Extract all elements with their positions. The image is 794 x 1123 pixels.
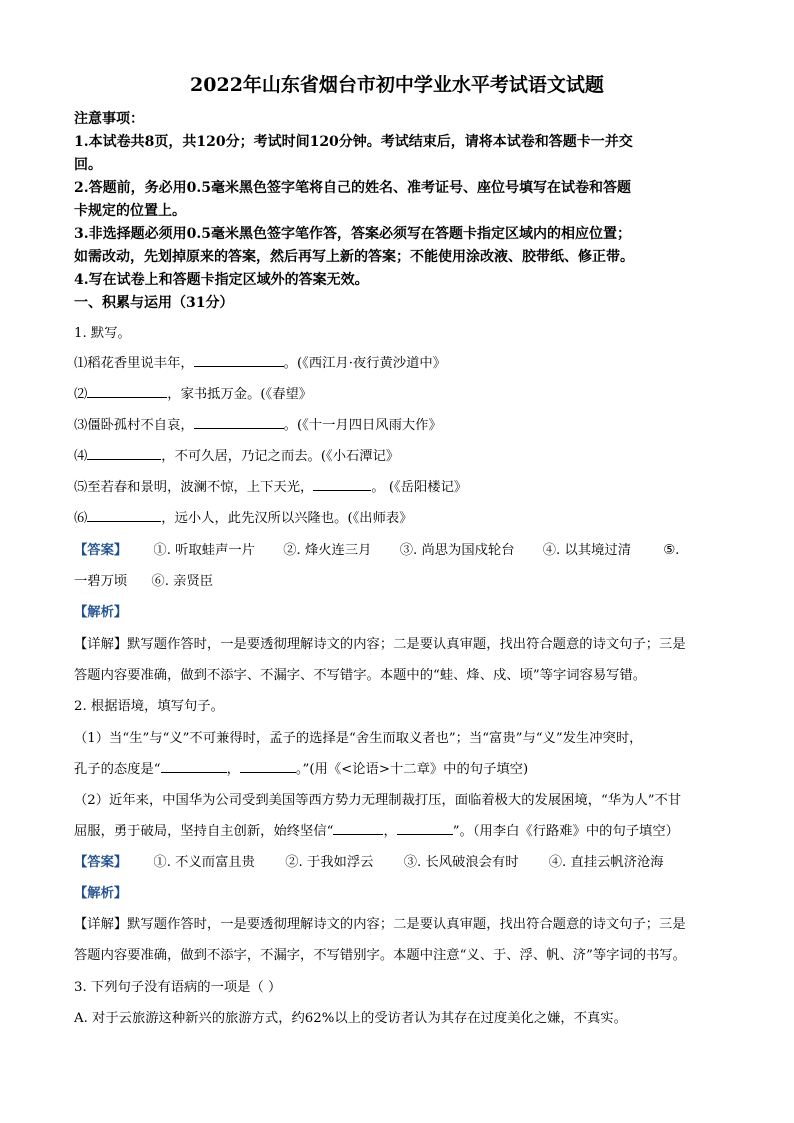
notice-line: 2.答题前，务必用0.5毫米黑色签字笔将自己的姓名、准考证号、座位号填写在试卷和答题 (74, 180, 631, 196)
q2-part2-line1: （2）近年来，中国华为公司受到美国等西方势力无理制裁打压，面临着极大的发展困境，“华为人”不甘 (74, 793, 682, 808)
q2-answer-line (74, 851, 664, 870)
notice-heading: 注意事项： (74, 111, 144, 127)
q2-detail: 答题内容要准确，做到不添字，不漏字，不写错别字。本题中注意“义、于、浮、帆、济”等字词的书写。 (74, 948, 686, 963)
item-source: ，远小人，此先汉所以兴隆也。(《出师表》 (161, 511, 413, 526)
answer-blank (397, 821, 453, 835)
item-source: 。”(用《<论语>十二章》中的句子填空) (295, 762, 529, 777)
answer-label: 【答案】 (74, 543, 128, 558)
notice-line: 1.本试卷共8页，共120分；考试时间120分钟。考试结束后，请将本试卷和答题卡一并交 (74, 134, 633, 150)
answer-item: ③. 尚思为国戍轮台 (399, 543, 515, 558)
item-text: 至若春和景明，波澜不惊，上下天光， (87, 480, 314, 495)
notice-line: 3.非选择题必须用0.5毫米黑色签字笔作答，答案必须写在答题卡指定区域内的相应位置； (74, 226, 631, 242)
q1-answer-line (74, 539, 679, 558)
answer-item: ②. 烽火连三月 (283, 543, 372, 558)
answer-label: 【答案】 (74, 855, 128, 870)
item-text: 稻花香里说丰年， (87, 356, 194, 371)
item-source: ，家书抵万金。(《春望》 (167, 387, 313, 402)
notice-line: 卡规定的位置上。 (74, 203, 186, 219)
answer-item: ③. 长风破浪会有时 (403, 855, 519, 870)
item-number: ⑵ (74, 387, 88, 402)
answer-item: 一碧万顷 (74, 574, 128, 589)
item-text: 屈服，勇于破局，坚持自主创新，始终坚信“ (74, 824, 334, 839)
item-source: 。 (《岳阳楼记》 (371, 480, 468, 495)
q1-item-1 (74, 352, 446, 371)
item-source: ”。（用李白《行路难》中的句子填空） (452, 824, 679, 839)
answer-item: ④. 直挂云帆济沧海 (548, 855, 664, 870)
question-3-stem: 3. 下列句子没有语病的一项是（ ） (74, 980, 282, 995)
question-2-stem: 2. 根据语境，填写句子。 (74, 699, 224, 714)
question-1-stem: 1. 默写。 (74, 326, 131, 341)
page-title: 2022年山东省烟台市初中学业水平考试语文试题 (190, 74, 604, 96)
answer-item: ⑥. 亲贤臣 (151, 574, 214, 589)
answer-blank (87, 508, 161, 522)
notice-line: 4.写在试卷上和答题卡指定区域外的答案无效。 (74, 272, 369, 288)
notice-line: 如需改动，先划掉原来的答案，然后再写上新的答案；不能使用涂改液、胶带纸、修正带。 (74, 249, 634, 265)
q3-option-a: A. 对于云旅游这种新兴的旅游方式，约62%以上的受访者认为其存在过度美化之嫌，不真实。 (74, 1011, 627, 1026)
section-heading: 一、积累与运用（31分） (74, 295, 234, 311)
q1-item-6 (74, 507, 412, 526)
item-text: ， (383, 824, 397, 839)
item-number: ⑶ (74, 418, 88, 433)
notice-line: 回。 (74, 157, 102, 173)
answer-item: ④. 以其境过清 (542, 543, 632, 558)
item-number: ⑴ (74, 356, 88, 371)
q2-part1-line1: （1）当“生”与“义”不可兼得时，孟子的选择是“舍生而取义者也”；当“富贵”与“义”发生冲突时， (74, 731, 643, 746)
q2-detail: 【详解】默写题作答时，一是要透彻理解诗文的内容；二是要认真审题，找出符合题意的诗文句子；三是 (74, 917, 686, 932)
item-number: ⑷ (74, 449, 88, 464)
answer-blank (194, 353, 284, 367)
q2-analysis-label: 【解析】 (74, 886, 128, 901)
q1-item-4 (74, 445, 399, 464)
answer-blank (87, 384, 167, 398)
answer-blank (161, 759, 227, 773)
item-number: ⑹ (74, 511, 88, 526)
answer-item: ①. 不义而富且贵 (153, 855, 255, 870)
answer-item: ①. 听取蛙声一片 (153, 543, 255, 558)
answer-item: ⑤. (663, 543, 680, 558)
answer-blank (333, 821, 383, 835)
q1-item-2 (74, 383, 312, 402)
item-source: 。(《西江月·夜行黄沙道中》 (283, 356, 446, 371)
q1-item-3 (74, 414, 442, 433)
item-source: 。(《十一月四日风雨大作》 (283, 418, 442, 433)
q1-detail: 答题内容要准确，做到不添字、不漏字、不写错字。本题中的“蛙、烽、戍、顷”等字词容易写错。 (74, 668, 647, 683)
answer-item: ②. 于我如浮云 (285, 855, 374, 870)
q2-part2-line2 (74, 820, 679, 839)
q1-detail: 【详解】默写题作答时，一是要透彻理解诗文的内容；二是要认真审题，找出符合题意的诗文句子；三是 (74, 637, 686, 652)
answer-blank (194, 415, 284, 429)
answer-blank (240, 759, 296, 773)
item-source: ，不可久居，乃记之而去。(《小石潭记》 (161, 449, 400, 464)
q1-analysis-label: 【解析】 (74, 605, 128, 620)
q1-answer-line-2 (74, 570, 213, 589)
q1-item-5 (74, 476, 467, 495)
item-number: ⑸ (74, 480, 88, 495)
item-text: 孔子的态度是“ (74, 762, 161, 777)
answer-blank (313, 477, 371, 491)
item-text: 僵卧孤村不自哀， (87, 418, 194, 433)
q2-part1-line2 (74, 758, 528, 777)
item-text: ， (226, 762, 240, 777)
answer-blank (87, 446, 161, 460)
